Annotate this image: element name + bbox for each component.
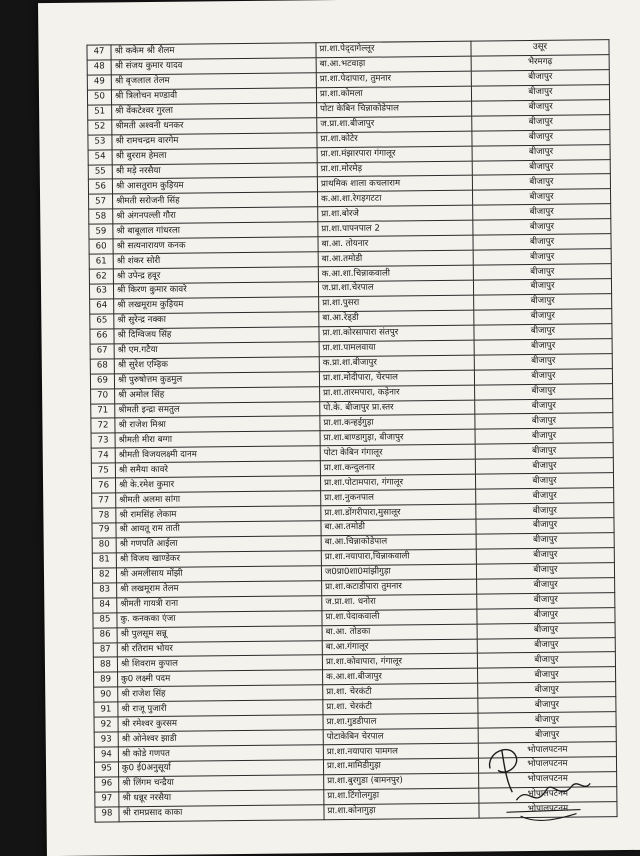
- serial-number-cell: 75: [91, 463, 115, 478]
- block-cell: बीजापुर: [478, 682, 616, 698]
- serial-number-cell: 54: [88, 149, 112, 164]
- block-cell: बीजापुर: [476, 518, 614, 534]
- serial-number-cell: 91: [94, 702, 118, 717]
- school-cell: प्रा.शा.डोंगरीपारा,मुसालूर: [321, 504, 476, 521]
- block-cell: बीजापुर: [478, 667, 616, 683]
- serial-number-cell: 65: [90, 314, 114, 329]
- serial-number-cell: 47: [87, 45, 111, 60]
- school-cell: पो.के. बीजापुर प्रा.स्तर: [320, 400, 475, 417]
- school-cell: प्रा.शा.बाण्डागुड़ा, बीजापुर: [320, 429, 475, 446]
- name-cell: श्रीमती अलमा सांगा: [116, 491, 321, 508]
- serial-number-cell: 70: [91, 388, 115, 403]
- school-cell: प्रा.शा.टिंगोलगुड़ा: [324, 788, 479, 805]
- school-cell: प्रा.शा.पेदापारा, तुमनार: [316, 71, 471, 88]
- name-cell: श्री आयतू राम ताती: [116, 521, 321, 538]
- name-cell: श्री धन्नूर नरसैया: [119, 790, 324, 807]
- name-cell: श्री उपेन्द्र हवूर: [113, 267, 318, 284]
- serial-number-cell: 76: [91, 478, 115, 493]
- name-cell: श्री विजय खाण्डेकर: [116, 551, 321, 568]
- block-cell: बीजापुर: [471, 84, 609, 100]
- block-cell: बीजापुर: [475, 473, 613, 489]
- block-cell: बीजापुर: [473, 219, 611, 235]
- school-cell: प्रा.शा.तारमपारा, कड़ेनार: [320, 385, 475, 402]
- school-cell: प्रा.शा.कन्हईगुड़ा: [320, 415, 475, 432]
- block-cell: भोपालपटनम: [479, 772, 617, 788]
- name-cell: श्री रामप्रसाद काका: [119, 805, 324, 822]
- block-cell: बीजापुर: [477, 577, 615, 593]
- block-cell: बीजापुर: [473, 279, 611, 295]
- school-cell: प्रा.शा.कन्दुलनार: [320, 459, 475, 476]
- serial-number-cell: 55: [88, 164, 112, 179]
- name-cell: श्री अमलीसाय मोंझी: [116, 566, 321, 583]
- serial-number-cell: 95: [94, 762, 118, 777]
- serial-number-cell: 83: [93, 583, 117, 598]
- serial-number-cell: 82: [92, 568, 116, 583]
- school-cell: पोटाकेबिन चेरपाल: [323, 728, 478, 745]
- block-cell: बीजापुर: [475, 428, 613, 444]
- serial-number-cell: 85: [93, 612, 117, 627]
- serial-number-cell: 73: [91, 433, 115, 448]
- school-cell: प्राथमिक शाला कचलाराम: [317, 176, 472, 193]
- school-cell: पोटा केबिन चिन्नाकोडेपाल: [317, 101, 472, 118]
- school-cell: बा.आ.भटवाड़ा: [316, 56, 471, 73]
- block-cell: बीजापुर: [476, 562, 614, 578]
- name-cell: श्री त्रिलोचन मण्डावी: [111, 88, 316, 105]
- serial-number-cell: 63: [89, 284, 113, 299]
- serial-number-cell: 96: [95, 777, 119, 792]
- school-cell: प्रा.शा.नयापारा पामगल: [323, 743, 478, 760]
- serial-number-cell: 86: [93, 627, 117, 642]
- school-cell: पोटा केबिन गंगालूर: [320, 444, 475, 461]
- block-cell: बीजापुर: [475, 443, 613, 459]
- serial-number-cell: 60: [89, 239, 113, 254]
- school-cell: क.आ.शा.बीजापुर: [323, 668, 478, 685]
- name-cell: श्री सत्यनारायण कनक: [113, 237, 318, 254]
- name-cell: श्री ओनेश्वर झाडी: [118, 730, 323, 747]
- block-cell: बीजापुर: [472, 129, 610, 145]
- name-cell: श्री शंकर सोरी: [113, 252, 318, 269]
- school-cell: प्रा.शा. चेरकंटी: [323, 698, 478, 715]
- serial-number-cell: 90: [94, 687, 118, 702]
- block-cell: बीजापुर: [472, 174, 610, 190]
- block-cell: बीजापुर: [475, 458, 613, 474]
- school-cell: ज.प्रा.शा.बीजापुर: [317, 116, 472, 133]
- name-cell: श्री गणपति आईला: [116, 536, 321, 553]
- serial-number-cell: 79: [92, 523, 116, 538]
- school-cell: प्रा.शा.कोरसापारा संतपुर: [319, 325, 474, 342]
- name-cell: श्री बृजलाल तेलम: [111, 73, 316, 90]
- school-cell: प्रा.शा.मामिडीगुड़ा: [323, 758, 478, 775]
- block-cell: बीजापुर: [478, 697, 616, 713]
- serial-number-cell: 81: [92, 553, 116, 568]
- block-cell: बीजापुर: [474, 309, 612, 325]
- school-cell: प्रा.शा.बोरजे: [318, 205, 473, 222]
- block-cell: बीजापुर: [478, 712, 616, 728]
- serial-number-cell: 62: [89, 269, 113, 284]
- school-cell: प्रा.शा.मोदीपारा, चेरपाल: [319, 370, 474, 387]
- name-cell: श्री बाबूलाल गांधरला: [113, 222, 318, 239]
- name-cell: कु0 लक्ष्मी पदम: [118, 670, 323, 687]
- serial-number-cell: 61: [89, 254, 113, 269]
- serial-number-cell: 50: [87, 90, 111, 105]
- serial-number-cell: 78: [92, 508, 116, 523]
- name-cell: श्रीमती सरोजनी सिंह: [113, 192, 318, 209]
- block-cell: बीजापुर: [476, 488, 614, 504]
- block-cell: बीजापुर: [477, 637, 615, 653]
- block-cell: बीजापुर: [478, 727, 616, 743]
- school-cell: प्रा.शा.कोटेर: [317, 131, 472, 148]
- serial-number-cell: 97: [95, 792, 119, 807]
- name-cell: कु. कनकका एंजा: [117, 610, 322, 627]
- serial-number-cell: 80: [92, 538, 116, 553]
- block-cell: भैरमगढ़: [471, 55, 609, 71]
- serial-number-cell: 77: [92, 493, 116, 508]
- serial-number-cell: 53: [88, 135, 112, 150]
- block-cell: बीजापुर: [474, 294, 612, 310]
- block-cell: भोपालपटनम: [478, 742, 616, 758]
- serial-number-cell: 57: [89, 194, 113, 209]
- serial-number-cell: 52: [88, 120, 112, 135]
- school-cell: प्रा.शा.कोमला: [316, 86, 471, 103]
- block-cell: बीजापुर: [477, 622, 615, 638]
- school-cell: प्रा.शा. चेरकंटी: [323, 683, 478, 700]
- block-cell: बीजापुर: [473, 249, 611, 265]
- serial-number-cell: 66: [90, 329, 114, 344]
- school-cell: प्रा.शा.नयापारा,चिन्नाकवाली: [321, 549, 476, 566]
- serial-number-cell: 51: [88, 105, 112, 120]
- school-cell: ज.प्रा.शा. धनोरा: [322, 594, 477, 611]
- name-cell: श्रीमती इन्द्रा समतुल: [115, 401, 320, 418]
- block-cell: बीजापुर: [475, 383, 613, 399]
- school-cell: ज0प्रा0शा0मांझीगुड़ा: [321, 564, 476, 581]
- block-cell: बीजापुर: [473, 234, 611, 250]
- serial-number-cell: 87: [93, 642, 117, 657]
- name-cell: श्री आसतुराम कुड़ियम: [112, 177, 317, 194]
- block-cell: बीजापुर: [477, 607, 615, 623]
- block-cell: बीजापुर: [474, 323, 612, 339]
- serial-number-cell: 71: [91, 403, 115, 418]
- block-cell: बीजापुर: [474, 338, 612, 354]
- school-cell: प्रा.शा.कटाडीपारा तुमनार: [322, 579, 477, 596]
- name-cell: श्री बुरराम हेमला: [112, 147, 317, 164]
- block-cell: भोपालपटनम: [479, 787, 617, 803]
- block-cell: बीजापुर: [472, 99, 610, 115]
- block-cell: बीजापुर: [477, 652, 615, 668]
- block-cell: बीजापुर: [471, 70, 609, 86]
- serial-number-cell: 72: [91, 418, 115, 433]
- table-body: [87, 40, 617, 822]
- serial-number-cell: 88: [93, 657, 117, 672]
- school-cell: प्रा.शा.पेद्‌दागेल्लूर: [316, 41, 471, 58]
- name-cell: श्री एम.गटैया: [114, 341, 319, 358]
- name-cell: श्री मड़े नरसैया: [112, 162, 317, 179]
- school-cell: प्रा.शा.गुडडीपाल: [323, 713, 478, 730]
- teacher-list-table: [86, 39, 617, 822]
- serial-number-cell: 68: [90, 359, 114, 374]
- school-cell: प्रा.शा.पेदाकवाली: [322, 609, 477, 626]
- school-cell: बा.आ.तमोडी: [318, 250, 473, 267]
- name-cell: श्रीमती गायत्री राना: [117, 595, 322, 612]
- name-cell: श्री रतिराम भोयर: [117, 640, 322, 657]
- serial-number-cell: 58: [89, 209, 113, 224]
- name-cell: कु0 ई0अनुसूर्या: [118, 760, 323, 777]
- document-page: [38, 0, 640, 856]
- name-cell: श्री पुलसूम सन्नू: [117, 625, 322, 642]
- school-cell: प्रा.शा.पामलवाया: [319, 340, 474, 357]
- block-cell: बीजापुर: [472, 144, 610, 160]
- school-cell: प्रा.शा.कोवापारा, गंगालूर: [322, 654, 477, 671]
- school-cell: बा.आ. तोयनार: [318, 235, 473, 252]
- school-cell: प्रा.शा.बुरगुडा (बामनपुर): [324, 773, 479, 790]
- school-cell: बा.आ.तमोडी: [321, 519, 476, 536]
- name-cell: श्री लखमूराम तेलम: [117, 580, 322, 597]
- serial-number-cell: 93: [94, 732, 118, 747]
- block-cell: बीजापुर: [476, 503, 614, 519]
- name-cell: श्री संजय कुमार यादव: [111, 58, 316, 75]
- school-cell: बा.आ.चिन्नाकोडेपाल: [321, 534, 476, 551]
- name-cell: श्री शिवराम कुपाल: [117, 655, 322, 672]
- name-cell: श्री राजेश मिश्रा: [115, 416, 320, 433]
- name-cell: श्री सुरेश एम्ड़िक: [114, 356, 319, 373]
- block-cell: बीजापुर: [474, 353, 612, 369]
- name-cell: श्री सुरेन्द्र नक्का: [114, 312, 319, 329]
- serial-number-cell: 59: [89, 224, 113, 239]
- school-cell: प्रा.शा.पुसरा: [319, 295, 474, 312]
- name-cell: श्री समैया कावरे: [115, 461, 320, 478]
- block-cell: बीजापुर: [473, 189, 611, 205]
- name-cell: श्री के.रमेश कुमार: [115, 476, 320, 493]
- block-cell: बीजापुर: [474, 368, 612, 384]
- school-cell: प्रा.शा.कोनागुड़ा: [324, 803, 479, 820]
- block-cell: बीजापुर: [472, 159, 610, 175]
- school-cell: क.आ.शा.रेगड़गटटा: [318, 190, 473, 207]
- name-cell: श्री रामसिंह लेकाम: [116, 506, 321, 523]
- school-cell: प्रा.शा.मोरमेड़: [317, 161, 472, 178]
- name-cell: श्री कोडे गणपत: [118, 745, 323, 762]
- school-cell: बा.आ. तोडका: [322, 624, 477, 641]
- serial-number-cell: 94: [94, 747, 118, 762]
- name-cell: श्री अमोल सिंह: [115, 386, 320, 403]
- block-cell: भोपालपटनम: [479, 801, 617, 817]
- school-cell: प्रा.शा.नुकनपाल: [321, 489, 476, 506]
- serial-number-cell: 92: [94, 717, 118, 732]
- block-cell: बीजापुर: [475, 413, 613, 429]
- school-cell: ज.प्रा.शा.चेरपाल: [318, 280, 473, 297]
- school-cell: प्रा.शा.मंझारपारा गंगालूर: [317, 146, 472, 163]
- name-cell: श्रीमती विजयलक्ष्मी दानम: [115, 446, 320, 463]
- serial-number-cell: 98: [95, 807, 119, 822]
- serial-number-cell: 48: [87, 60, 111, 75]
- name-cell: श्री रामचन्द्रम वारगेम: [112, 132, 317, 149]
- serial-number-cell: 67: [90, 344, 114, 359]
- block-cell: बीजापुर: [476, 548, 614, 564]
- name-cell: श्री किरण कुमार कावरे: [113, 282, 318, 299]
- serial-number-cell: 64: [90, 299, 114, 314]
- block-cell: बीजापुर: [472, 114, 610, 130]
- school-cell: प्रा.शा.पापनपाल 2: [318, 220, 473, 237]
- serial-number-cell: 69: [90, 373, 114, 388]
- block-cell: बीजापुर: [475, 398, 613, 414]
- serial-number-cell: 74: [91, 448, 115, 463]
- name-cell: श्री रमेश्वर कुरसम: [118, 715, 323, 732]
- name-cell: श्री अंगनपल्ली गौरा: [113, 207, 318, 224]
- name-cell: श्रीमती अश्वनी धनकर: [112, 117, 317, 134]
- name-cell: श्री ककेम श्री शैलम: [111, 43, 316, 60]
- school-cell: बा.आ.गंगालूर: [322, 639, 477, 656]
- block-cell: बीजापुर: [473, 264, 611, 280]
- name-cell: श्री राजेश सिंह: [118, 685, 323, 702]
- school-cell: बा.आ.रेड्‌डी: [319, 310, 474, 327]
- name-cell: श्री राजू पुजारी: [118, 700, 323, 717]
- serial-number-cell: 89: [94, 672, 118, 687]
- name-cell: श्री लिंगम चन्द्रैया: [119, 775, 324, 792]
- signature-stamp: [476, 739, 597, 830]
- block-cell: बीजापुर: [473, 204, 611, 220]
- block-cell: उसूर: [471, 40, 609, 56]
- school-cell: प्रा.शा.पोटामपारा, गंगालूर: [320, 474, 475, 491]
- serial-number-cell: 84: [93, 598, 117, 613]
- block-cell: बीजापुर: [477, 592, 615, 608]
- block-cell: भोपालपटनम: [478, 757, 616, 773]
- name-cell: श्रीमती मीरा बग्गा: [115, 431, 320, 448]
- name-cell: श्री दिग्विजय सिंह: [114, 327, 319, 344]
- school-cell: क.प्रा.शा.बीजापुर: [319, 355, 474, 372]
- name-cell: श्री पुरुषोत्तम कुडमुल: [114, 371, 319, 388]
- school-cell: क.आ.शा.चिन्नाकवाली: [318, 265, 473, 282]
- name-cell: श्री वेंकटेश्वर गुरला: [112, 102, 317, 119]
- block-cell: बीजापुर: [476, 533, 614, 549]
- serial-number-cell: 56: [88, 179, 112, 194]
- serial-number-cell: 49: [87, 75, 111, 90]
- name-cell: श्री लखमूराम कुड़ियम: [114, 297, 319, 314]
